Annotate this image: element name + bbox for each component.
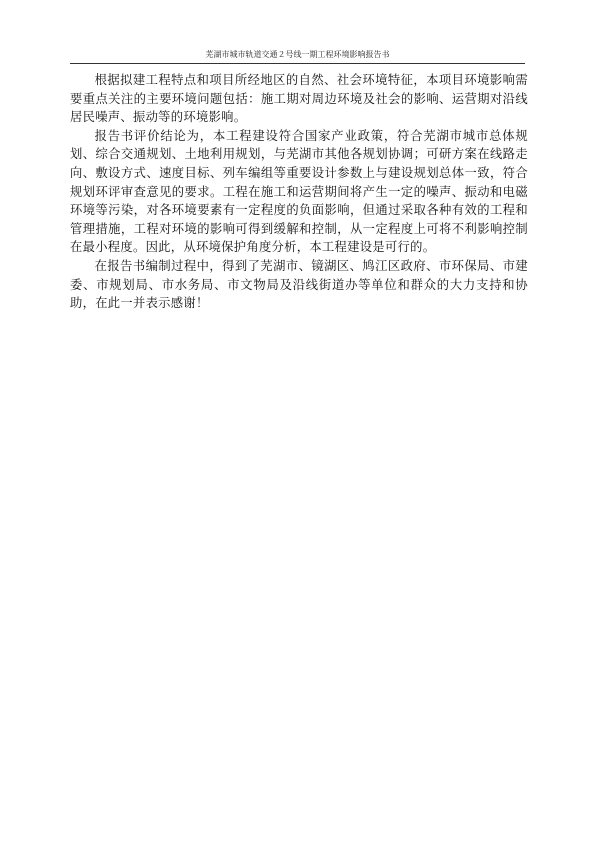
running-header: 芜湖市城市轨道交通２号线一期工程环境影响报告书 — [205, 50, 390, 59]
paragraph-acknowledgement: 在报告书编制过程中，得到了芜湖市、镜湖区、鸠江区政府、市环保局、市建委、市规划局、市水务局、市文物局及沿线街道办等单位和群众的大力支持和协助，在此一并表示感谢！ — [70, 258, 528, 311]
body-text — [70, 71, 528, 313]
paragraph-conclusion: 报告书评价结论为，本工程建设符合国家产业政策，符合芜湖市城市总体规划、综合交通规划、土地利用规划，与芜湖市其他各规划协调；可研方案在线路走向、敷设方式、速度目标、列车编组等重要设计参数上与建设规划总体一致，符合规划环评审查意见的要求。工程在施工和运营期间将产生一定的噪声、振动和电磁环境等污染，对各环境要素有一定程度的负面影响，但通过采取各种有效的工程和管理措施，工程对环境的影响可得到缓解和控制，从一定程度上可将不利影响控制在最小程度。因此，从环境保护角度分析，本工程建设是可行的。 — [70, 128, 528, 255]
paragraph-key-issues: 根据拟建工程特点和项目所经地区的自然、社会环境特征，本项目环境影响需要重点关注的主要环境问题包括：施工期对周边环境及社会的影响、运营期对沿线居民噪声、振动等的环境影响。 — [70, 73, 528, 125]
header-rule — [70, 63, 525, 64]
